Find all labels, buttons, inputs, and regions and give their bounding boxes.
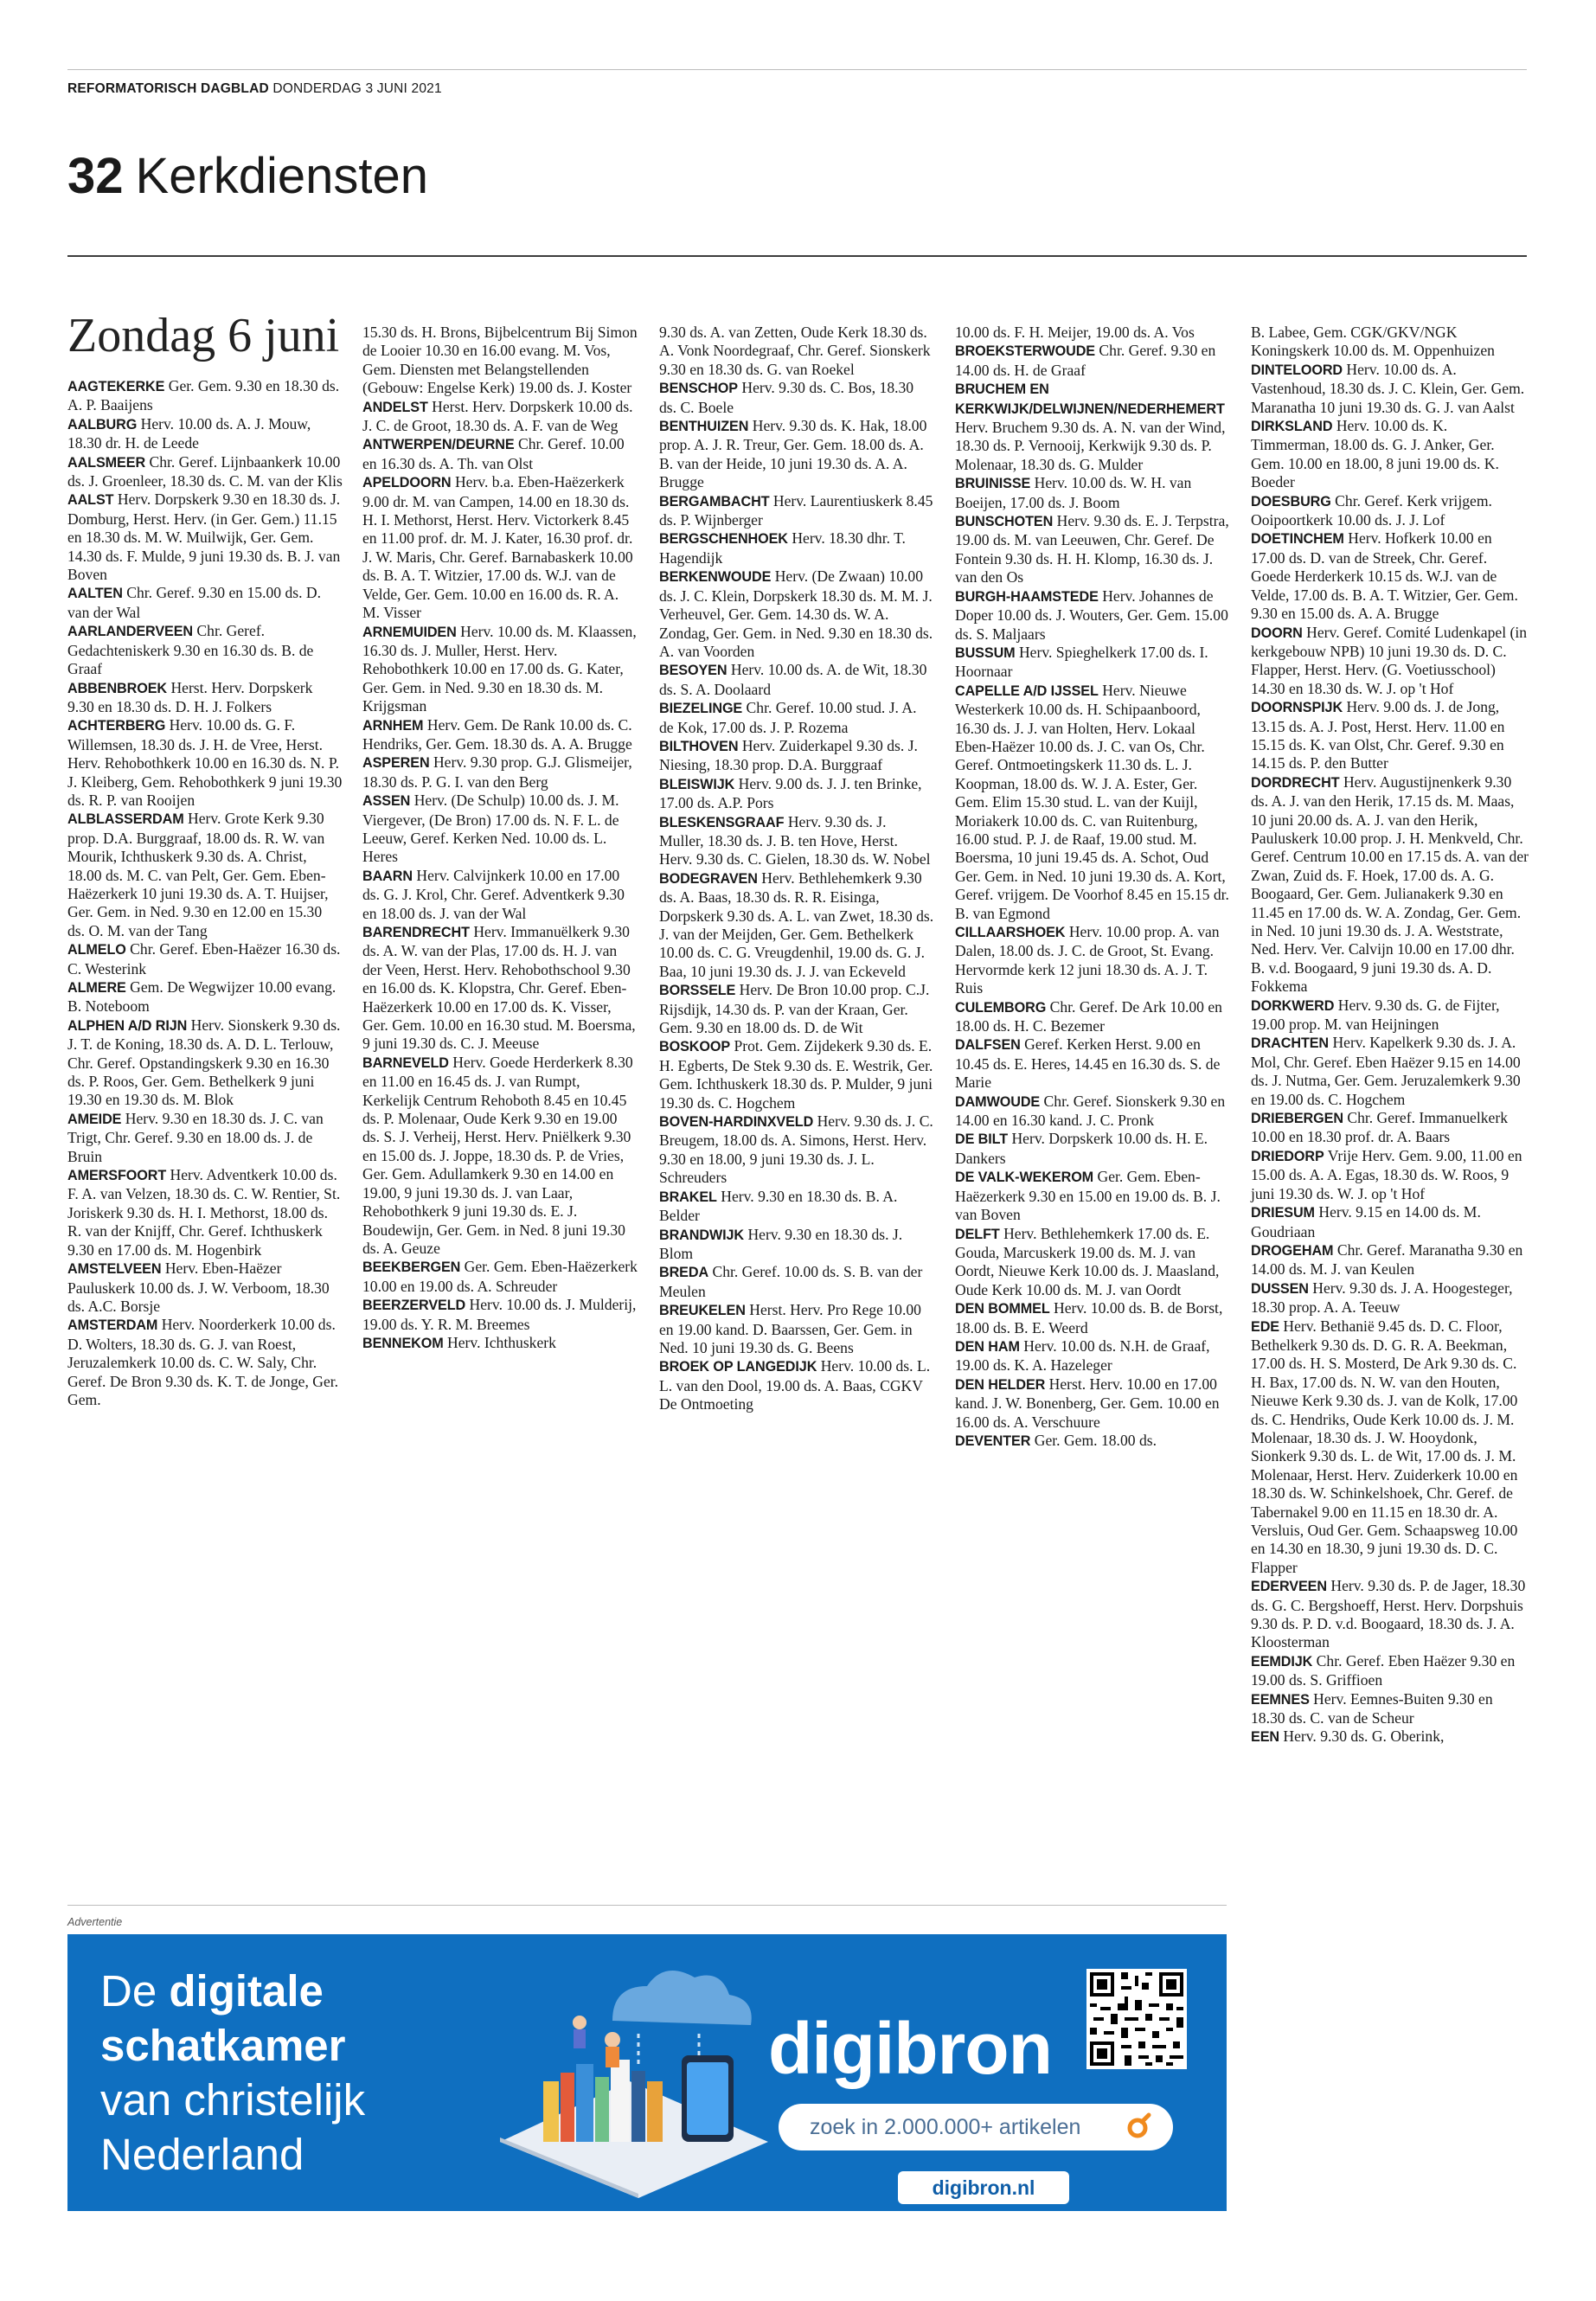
service-details: Herv. Eben-Haëzer Pauluskerk 10.00 ds. J. W. Verboom, 18.30 ds. A.C. Borsje [67,1259,330,1315]
place-name: EEN [1251,1729,1279,1746]
service-details: Herv. Immanuëlkerk 9.30 ds. A. W. van der Plas, 17.00 ds. H. J. van der Veen, Herst. Herv. Rehobothschool 9.30 en 16.00 ds. K. Klopstra, Chr. Geref. Eben-Haëzerkerk 10.00 en 17.00 ds. K. Visser, Ger. Gem. 10.00 en 16.30 stud. M. Boersma, 9 juni 19.30 ds. C. J. Meeuse [362,923,636,1053]
service-details: Herv. 10.00 ds. G. F. Willemsen, 18.30 ds. J. H. de Vree, Herst. Herv. Rehobothkerk 10.00 en 16.30 ds. N. P. J. Kleiberg, Gem. Rehobothkerk 9 juni 19.30 ds. R. P. van Rooijen [67,716,343,809]
service-details: Herv. 9.30 en 18.30 ds. J. C. van Trigt, Chr. Geref. 9.30 en 18.00 ds. J. de Bruin [67,1109,324,1165]
listing-entry [659,737,934,775]
listing-entry [955,923,1230,998]
service-details: Herv. Eemnes-Buiten 9.30 en 18.30 ds. C. van de Scheur [1251,1689,1493,1727]
service-details: Herv. Bethanië 9.45 ds. D. C. Floor, Bethelkerk 9.30 ds. D. G. R. A. Beekman, 17.00 ds. H. S. Mosterd, De Ark 9.30 ds. C. H. Bax, 17.00 ds. N. W. van den Houten, Nieuwe Kerk 9.30 ds. J. van de Kolk, 17.00 ds. C. Hendriks, Oude Kerk 10.00 ds. J. M. Molenaar, 18.30 ds. J. W. Hooydonk, Sionkerk 9.30 ds. L. de Wit, 17.00 ds. J. M. Molenaar, Herst. Herv. Zuiderkerk 10.00 en 18.30 ds. W. Schinkelshoek, Chr. Geref. de Tabernakel 9.00 en 11.15 en 18.30 dr. A. Versluis, Oud Ger. Gem. Schaapsweg 10.00 en 14.30 en 18.30, 9 juni 19.30 ds. D. C. Flapper [1251,1317,1518,1576]
place-name: DALFSEN [955,1037,1021,1054]
advertisement-banner[interactable] [67,1934,1227,2211]
service-details: Herv. Bruchem 9.30 ds. A. N. van der Wind, 18.30 ds. P. Vernooij, Kerkwijk 9.30 ds. P. Molenaar, 18.30 ds. G. Mulder [955,419,1226,473]
service-details: Herv. 10.00 ds. K. Timmerman, 18.00 ds. G. J. Anker, Ger. Gem. 10.00 en 18.00, 8 juni 19.00 ds. K. Boeder [1251,417,1499,491]
place-name: BRUCHEM EN KERKWIJK/DELWIJNEN/NEDERHEMERT [955,381,1225,417]
service-details: Chr. Geref. 9.30 en 14.00 ds. H. de Graaf [955,342,1216,379]
place-name: BUNSCHOTEN [955,514,1054,530]
listing-entry [1251,1147,1529,1203]
listing-entry [955,998,1230,1036]
listing-entry [659,379,934,417]
service-details: Herv. 10.00 ds. A. Vastenhoud, 18.30 ds. J. C. Klein, Ger. Gem. Maranatha 10 juni 19.30 ds. G. J. van Aalst [1251,360,1525,416]
service-details: Chr. Geref. 10.00 ds. S. B. van der Meulen [659,1263,923,1300]
place-name: ALPHEN A/D RIJN [67,1017,188,1034]
place-name: BARNEVELD [362,1054,449,1071]
listing-entry [362,1054,638,1258]
listing-entry [67,1259,343,1316]
running-head [67,81,442,97]
place-name: BROEK OP LANGEDIJK [659,1359,817,1375]
service-details: Herv. 9.30 ds. J. C. Breugem, 18.00 ds. A. Simons, Herst. Herv. 9.30 en 18.00, 9 juni 19.30 ds. J. L. Schreuders [659,1112,933,1187]
service-details: Herv. Grote Kerk 9.30 prop. D.A. Burggraaf, 18.00 ds. R. W. van Mourik, Ichthuskerk 9.30 ds. A. Christ, 18.00 ds. M. C. van Pelt, Ger. Gem. Eben-Haëzerkerk 10 juni 19.30 ds. A. T. Huijser, Ger. Gem. in Ned. 9.30 en 12.00 en 15.30 ds. O. M. van der Tang [67,810,329,939]
listing-entry [362,473,638,622]
ad-headline-line-4: Nederland [100,2130,304,2179]
service-details: Chr. Geref. 9.30 en 15.00 ds. D. van der Wal [67,584,322,621]
service-details: Herv. 10.00 ds. A. de Wit, 18.30 ds. S. A. Doolaard [659,661,927,698]
place-name: DRACHTEN [1251,1035,1330,1052]
service-details: Herst. Herv. 10.00 en 17.00 kand. J. W. Bonenberg, Ger. Gem. 10.00 en 16.00 ds. A. Verschuure [955,1375,1220,1431]
place-name: AALBURG [67,416,138,433]
listing-entry [659,1357,934,1413]
place-name: ASSEN [362,793,411,810]
listing-entry [955,1168,1230,1224]
service-details: Chr. Geref. 10.00 stud. J. A. de Kok, 17.00 ds. J. P. Rozema [659,699,917,736]
service-details: 15.30 ds. H. Brons, Bijbelcentrum Bij Simon de Looier 10.30 en 16.00 evang. M. Vos, Gem. Diensten met Belangstellenden (Gebouw: Engelse Kerk) 19.00 ds. J. Koster [362,324,638,397]
listing-entry [67,978,343,1016]
service-details: Herst. Herv. Pro Rege 10.00 en 19.00 kand. D. Baarssen, Ger. Gem. in Ned. 10 juni 19.30 ds. G. Beens [659,1301,921,1356]
listing-entry [955,1299,1230,1337]
service-details: Herv. Goede Herderkerk 8.30 en 11.00 en 16.45 ds. J. van Rumpt, Kerkelijk Centrum Rehoboth 8.45 en 10.45 ds. P. Molenaar, Oude Kerk 9.30 en 19.00 ds. S. J. Verheij, Herst. Herv. Pniëlkerk 9.30 en 15.00 ds. J. Joppe, 18.30 ds. P. de Vries, Ger. Gem. Adullamkerk 9.30 en 14.00 en 19.00, 9 juni 19.30 ds. J. van Laar, Rehobothkerk 9 juni 19.30 ds. E. J. Boudewijn, Ger. Gem. in Ned. 8 juni 19.30 ds. A. Geuze [362,1053,633,1257]
service-details: Herv. Ichthuskerk [447,1333,556,1351]
listing-entry [67,490,343,584]
ad-search-text: zoek in 2.000.000+ artikelen [810,2115,1081,2139]
service-details: Herv. 9.30 ds. C. Bos, 18.30 ds. C. Boele [659,379,914,416]
place-name: DRIEBERGEN [1251,1111,1343,1127]
ad-rule [67,1905,1227,1906]
service-details: Chr. Geref. De Ark 10.00 en 18.00 ds. H. C. Bezemer [955,997,1222,1035]
section-rule [67,255,1527,257]
listing-entry [659,1226,934,1264]
listing-entry [659,324,934,379]
listing-column-2 [362,324,638,1353]
service-details: Geref. Kerken Herst. 9.00 en 10.45 ds. E. Heres, 14.45 en 16.30 ds. S. de Marie [955,1035,1221,1092]
ad-headline-line-2: schatkamer [100,2021,346,2070]
place-name: BARENDRECHT [362,925,470,940]
service-details: Herv. 9.30 ds. G. de Fijter, 19.00 prop. M. van Heijningen [1251,996,1500,1034]
listing-entry [1251,529,1529,623]
listing-entry [659,492,934,530]
service-details: Herv. Laurentiuskerk 8.45 ds. P. Wijnberger [659,491,933,529]
listing-entry [659,1263,934,1301]
place-name: DE VALK-WEKEROM [955,1170,1094,1186]
listing-entry [1251,1034,1529,1109]
place-name: AMSTELVEEN [67,1261,162,1278]
service-details: Herv. Kapelkerk 9.30 ds. J. A. Mol, Chr. Geref. Eben Haëzer 9.15 en 14.00 ds. J. Nutma, Ger. Gem. Jeruzalemkerk 9.30 en 19.00 ds. C. Hogchem [1251,1034,1521,1108]
ad-search-box[interactable] [779,2104,1173,2150]
section-heading [67,145,428,208]
place-name: AARLANDERVEEN [67,624,194,640]
service-details: Herv. Johannes de Doper 10.00 ds. J. Wouters, Ger. Gem. 15.00 ds. S. Maljaars [955,586,1228,643]
listing-entry [1251,417,1529,492]
service-details: Herv. 18.30 dhr. T. Hagendijk [659,529,906,567]
listing-entry [1251,1577,1529,1652]
service-details: Herv. 10.00 prop. A. van Dalen, 18.00 ds. J. C. de Groot, St. Evang. Hervormde kerk 12 juni 18.30 ds. A. J. T. Ruis [955,923,1220,997]
place-name: BRAKEL [659,1189,717,1205]
service-details: Prot. Gem. Zijdekerk 9.30 ds. E. H. Egberts, De Stek 9.30 ds. E. Westrik, Ger. Gem. Ichthuskerk 18.30 ds. P. Mulder, 9 juni 19.30 ds. C. Hogchem [659,1037,933,1112]
place-name: AAGTEKERKE [67,379,165,394]
service-details: Herv. De Bron 10.00 prop. C.J. Rijsdijk, 14.30 ds. P. van der Kraan, Ger. Gem. 9.30 en 18.00 ds. D. de Wit [659,981,930,1037]
service-details: Chr. Geref. Gedachteniskerk 9.30 en 16.30 ds. B. de Graaf [67,622,314,678]
listing-entry [1251,1203,1529,1241]
place-name: DOETINCHEM [1251,531,1344,548]
place-name: BENTHUIZEN [659,419,749,435]
service-details: Herv. 9.30 prop. G.J. Glismeijer, 18.30 ds. P. G. I. van den Berg [362,753,632,791]
service-details: Herv. (De Zwaan) 10.00 ds. J. C. Klein, Dorpskerk 18.30 ds. M. M. J. Verheuvel, Ger. Gem. 14.30 ds. W. A. Zondag, Ger. Gem. in Ned. 9.30 en 18.30 ds. A. van Voorden [659,567,933,660]
service-details: Ger. Gem. Eben-Haëzerkerk 9.30 en 15.00 en 19.00 ds. B. J. van Boven [955,1168,1221,1224]
listing-entry [1251,361,1529,417]
service-details: B. Labee, Gem. CGK/GKV/NGK Koningskerk 10.00 ds. M. Oppenhuizen [1251,324,1495,360]
service-details: Herv. 10.00 ds. J. Mulderij, 19.00 ds. Y. R. M. Breemes [362,1296,637,1333]
place-name: DELFT [955,1226,1000,1242]
place-name: ALBLASSERDAM [67,811,184,828]
place-name: AALTEN [67,586,123,602]
service-details: Herv. Spieghelkerk 17.00 ds. I. Hoornaar [955,643,1208,681]
listing-entry [362,435,638,473]
service-details: Herv. Hofkerk 10.00 en 17.00 ds. D. van de Streek, Chr. Geref. Goede Herderkerk 10.15 ds. W.J. van de Velde, 17.00 ds. B. A. T. Witzier, Ger. Gem. 9.30 en 15.00 ds. A. A. Brugge [1251,529,1518,623]
service-details: Herv. 9.30 en 18.30 ds. J. Blom [659,1225,903,1262]
place-name: BOSKOOP [659,1039,731,1055]
ad-headline [100,1964,365,2182]
place-name: DORKWERD [1251,997,1335,1014]
listing-column-1 [67,377,343,1409]
ad-url-button[interactable]: digibron.nl [898,2171,1069,2204]
service-details: Gem. De Wegwijzer 10.00 evang. B. Noteboom [67,978,337,1016]
place-name: BEEKBERGEN [362,1259,461,1276]
service-details: Herv. 9.30 ds. E. J. Terpstra, 19.00 ds. M. van Leeuwen, Chr. Geref. De Fontein 9.30 ds. H. H. Klomp, 16.30 ds. J. van den Os [955,512,1229,586]
place-name: DINTELOORD [1251,362,1343,378]
place-name: BLESKENSGRAAF [659,814,785,830]
place-name: AMEIDE [67,1111,122,1127]
listing-entry [955,1035,1230,1092]
service-details: 10.00 ds. F. H. Meijer, 19.00 ds. A. Vos [955,324,1195,341]
ad-headline-line-1a: De [100,1966,170,2016]
place-name: AALST [67,492,114,509]
service-details: Herv. 9.30 en 18.30 ds. B. A. Belder [659,1187,898,1225]
listing-entry [1251,1317,1529,1578]
service-details: Ger. Gem. Eben-Haëzerkerk 10.00 en 19.00 ds. A. Schreuder [362,1258,638,1295]
listing-entry [362,1258,638,1296]
listing-entry [67,1110,343,1166]
service-details: Herv. 10.00 ds. L. L. van den Dool, 19.00 ds. A. Baas, CGKV De Ontmoeting [659,1357,931,1413]
library-illustration-icon [483,1960,777,2198]
qr-code-icon[interactable] [1086,1969,1187,2069]
service-details: Herv. (De Schulp) 10.00 ds. J. M. Viergever, (De Bron) 17.00 ds. N. F. L. de Leeuw, Geref. Kerken Ned. 10.00 ds. L. Heres [362,792,619,866]
listing-entry [955,1337,1230,1375]
service-details: Herv. Zuiderkapel 9.30 ds. J. Niesing, 18.30 prop. D.A. Burggraaf [659,736,918,774]
listing-entry [659,417,934,492]
place-name: BIEZELINGE [659,701,743,717]
listing-entry [955,1225,1230,1300]
place-name: DEN HELDER [955,1376,1046,1393]
search-icon[interactable] [1125,2112,1154,2142]
place-name: CILLAARSHOEK [955,925,1066,940]
place-name: DIRKSLAND [1251,419,1333,435]
day-title: Zondag 6 juni [67,309,340,362]
place-name: BORSSELE [659,983,736,999]
listing-entry [955,324,1230,342]
place-name: DEN HAM [955,1338,1020,1355]
listing-entry [1251,773,1529,997]
service-details: Herst. Herv. Dorpskerk 9.30 en 18.30 ds. D. H. J. Folkers [67,678,313,715]
service-details: Herv. 9.30 ds. G. Oberink, [1283,1727,1445,1746]
service-details: Herv. Augustijnenkerk 9.30 ds. A. J. van den Herik, 17.15 ds. M. Maas, 10 juni 20.00 ds. A. J. van den Herik, Pauluskerk 10.00 prop. J. H. Menkveld, Chr. Geref. Centrum 10.00 en 17.15 ds. A. van der Zwan, Zuid ds. F. Hoek, 17.00 ds. A. G. Boogaard, Ger. Gem. Julianakerk 9.30 en 11.45 en 17.00 ds. W. A. Zondag, Ger. Gem. in Ned. 10 juni 19.30 ds. J. A. Weststrate, Ned. Herv. Ver. Calvijn 10.00 en 17.00 dhr. B. v.d. Boogaard, 9 juni 19.30 ds. A. D. Fokkema [1251,772,1529,996]
service-details: Herv. Noorderkerk 10.00 ds. D. Wolters, 18.30 ds. G. J. van Roest, Jeruzalemkerk 10.00 ds. C. W. Saly, Chr. Geref. De Bron 9.30 ds. K. T. de Jonge, Ger. Gem. [67,1316,339,1408]
listing-entry [955,682,1230,923]
listing-entry [955,644,1230,682]
paper-name: REFORMATORISCH DAGBLAD [67,81,269,96]
page-number: 32 [67,148,124,204]
place-name: DORDRECHT [1251,774,1340,791]
listing-entry [1251,1727,1529,1747]
place-name: CAPELLE A/D IJSSEL [955,683,1099,699]
place-name: BROEKSTERWOUDE [955,343,1095,360]
listing-column-5 [1251,324,1529,1747]
listing-entry [67,1016,343,1110]
service-details: Herv. Adventkerk 10.00 ds. F. A. van Velzen, 18.30 ds. C. W. Rentier, St. Joriskerk 9.30 ds. H. I. Methorst, 18.00 ds. R. van der Knijff, Chr. Geref. Ichthuskerk 9.30 en 17.00 ds. M. Hogenbirk [67,1166,341,1259]
listing-entry [955,342,1230,380]
service-details: Herv. Nieuwe Westerkerk 10.00 ds. H. Schipaanboord, 16.30 ds. J. J. van Holten, Herv. Lokaal Eben-Haëzer 10.00 ds. J. C. van Os, Chr. Geref. Ontmoetingskerk 11.30 ds. L. J. Koopman, 18.00 ds. W. J. A. Ester, Ger. Gem. Elim 15.30 stud. L. van der Kuijl, Moriakerk 10.00 ds. C. van Ruitenburg, 16.00 stud. P. J. de Raaf, 19.00 stud. M. Boersma, 10 juni 19.45 ds. A. Schot, Oud Ger. Gem. in Ned. 10 juni 19.30 ds. A. Kort, Geref. vrijgem. De Voorhof 8.45 en 15.15 dr. B. van Egmond [955,681,1229,922]
listing-entry [362,398,638,436]
listing-entry [67,940,343,978]
service-details: Herv. 10.00 ds. B. de Borst, 18.00 ds. B. E. Weerd [955,1299,1223,1336]
place-name: AALSMEER [67,454,146,471]
place-name: BREUKELEN [659,1303,746,1319]
service-details: Chr. Geref. Eben-Haëzer 16.30 ds. C. Westerink [67,940,341,977]
ad-brand-logo: digibron [768,2008,1052,2089]
listing-entry [955,1093,1230,1131]
place-name: BILTHOVEN [659,738,739,754]
top-rule [67,69,1527,70]
listing-entry [1251,492,1529,530]
service-details: Herv. b.a. Eben-Haëzerkerk 9.00 dr. M. van Campen, 14.00 en 18.30 ds. H. I. Methorst, Herst. Herv. Victorkerk 8.45 en 11.00 prof. dr. M. J. Kater, 16.30 prof. dr. J. W. Maris, Chr. Geref. Barnabaskerk 10.00 ds. B. A. T. Witzier, 17.00 ds. W.J. van de Velde, Ger. Gem. 10.00 en 16.00 ds. R. A. M. Visser [362,473,633,622]
listing-entry [955,1432,1230,1451]
place-name: DOORN [1251,625,1303,641]
place-name: BUSSUM [955,644,1016,661]
place-name: ARNHEM [362,717,424,734]
place-name: BODEGRAVEN [659,870,758,887]
listing-entry [362,623,638,716]
service-details: Chr. Geref. Kerk vrijgem. Ooipoortkerk 10.00 ds. J. J. Lof [1251,491,1492,529]
service-details: Herv. Calvijnkerk 10.00 en 17.00 ds. G. J. Krol, Chr. Geref. Adventkerk 9.30 en 18.00 ds. J. van der Wal [362,866,625,922]
service-details: Chr. Geref. Sionskerk 9.30 en 14.00 en 16.30 kand. J. C. Pronk [955,1092,1226,1130]
service-details: Herv. 10.00 ds. M. Klaassen, 16.30 ds. J. Muller, Herst. Herv. Rehobothkerk 10.00 en 17.00 ds. G. Kater, Ger. Gem. in Ned. 9.30 en 18.30 ds. M. Krijgsman [362,622,637,715]
listing-entry [67,810,343,940]
listing-entry [1251,1241,1529,1279]
place-name: CULEMBORG [955,999,1047,1016]
place-name: BERKENWOUDE [659,569,772,586]
listing-entry [67,415,343,453]
place-name: ACHTERBERG [67,718,166,734]
service-details: Herv. 9.00 ds. J. J. ten Brinke, 17.00 ds. A.P. Pors [659,774,922,812]
listing-entry [659,1188,934,1226]
place-name: AMSTERDAM [67,1317,158,1334]
listing-entry [67,716,343,810]
place-name: EEMNES [1251,1691,1310,1708]
listing-entry [955,1130,1230,1168]
service-details: Chr. Geref. Maranatha 9.30 en 14.00 ds. M. J. van Keulen [1251,1240,1523,1279]
place-name: DROGEHAM [1251,1242,1334,1259]
listing-entry [659,699,934,737]
section-title: Kerkdiensten [135,148,429,204]
place-name: BAARN [362,868,413,884]
listing-entry [1251,624,1529,699]
listing-entry [362,1334,638,1353]
place-name: ASPEREN [362,755,430,772]
service-details: Herv. 9.30 ds. J. Muller, 18.30 ds. J. B. ten Hove, Herst. Herv. 9.30 ds. C. Gielen, 18.30 ds. W. Nobel [659,812,931,868]
place-name: ALMERE [67,980,126,996]
service-details: Herv. Dorpskerk 9.30 en 18.30 ds. J. Domburg, Herst. Herv. (in Ger. Gem.) 11.15 en 18.30 ds. M. W. Muilwijk, Ger. Gem. 14.30 ds. F. Mulde, 9 juni 19.30 ds. B. J. van Boven [67,490,341,584]
place-name: EEMDIJK [1251,1653,1313,1670]
service-details: Herv. 9.30 ds. J. A. Hoogesteger, 18.30 prop. A. A. Teeuw [1251,1279,1513,1317]
listing-entry [659,567,934,661]
service-details: Herv. 9.30 ds. K. Hak, 18.00 prop. A. J. R. Treur, Ger. Gem. 18.00 ds. A. B. van der Heide, 10 juni 19.30 ds. A. A. Brugge [659,417,927,491]
place-name: BEERZERVELD [362,1298,466,1314]
place-name: EDERVEEN [1251,1579,1327,1595]
listing-entry [67,679,343,717]
listing-entry [955,474,1230,512]
place-name: DOORNSPIJK [1251,700,1343,716]
service-details: Herv. 9.30 ds. P. de Jager, 18.30 ds. G. C. Bergshoeff, Herst. Herv. Dorpshuis 9.30 ds. P. D. v.d. Boogaard, 18.30 ds. J. A. Kloosterman [1251,1577,1526,1651]
ad-headline-line-3: van christelijk [100,2075,366,2125]
place-name: ANTWERPEN/DEURNE [362,437,515,453]
service-details: Chr. Geref. Immanuelkerk 10.00 en 18.30 prof. dr. A. Baars [1251,1109,1508,1146]
listing-entry [659,1112,934,1188]
service-details: Ger. Gem. 9.30 en 18.30 ds. A. P. Baaijens [67,377,340,414]
place-name: ARNEMUIDEN [362,624,457,640]
listing-entry [659,775,934,813]
listing-entry [955,587,1230,644]
listing-entry [362,792,638,867]
listing-entry [955,380,1230,474]
place-name: BLEISWIJK [659,776,735,792]
listing-entry [1251,324,1529,361]
place-name: EDE [1251,1318,1279,1335]
listing-entry [659,1301,934,1357]
place-name: DOESBURG [1251,493,1331,510]
service-details: Herv. Geref. Comité Ludenkapel (in kerkgebouw NPB) 10 juni 19.30 ds. D. C. Flapper, Herst. Herv. (G. Voetiusschool) 14.30 en 18.30 ds. W. J. op 't Hof [1251,623,1528,697]
listing-entry [1251,997,1529,1035]
place-name: DEN BOMMEL [955,1301,1050,1317]
place-name: ALMELO [67,942,126,958]
listing-column-3 [659,324,934,1414]
listing-entry [1251,1279,1529,1317]
listing-entry [362,753,638,792]
listing-entry [67,1316,343,1409]
ad-label: Advertentie [67,1916,123,1928]
place-name: DAMWOUDE [955,1093,1041,1110]
listing-entry [362,716,638,754]
service-details: 9.30 ds. A. van Zetten, Oude Kerk 18.30 ds. A. Vonk Noordegraaf, Chr. Geref. Sionskerk 9.30 en 18.30 ds. G. van Roekel [659,324,931,378]
place-name: BESOYEN [659,663,727,679]
service-details: Herv. 10.00 ds. W. H. van Boeijen, 17.00 ds. J. Boom [955,474,1192,511]
listing-entry [1251,1109,1529,1147]
listing-entry [67,622,343,678]
listing-entry [67,584,343,622]
place-name: ANDELST [362,399,428,415]
listing-entry [67,453,343,491]
listing-entry [1251,1652,1529,1690]
place-name: DUSSEN [1251,1280,1309,1297]
listing-entry [659,981,934,1037]
listing-entry [362,1296,638,1334]
service-details: Herv. 9.00 ds. J. de Jong, 13.15 ds. A. J. Post, Herst. Herv. 11.00 en 15.15 ds. K. van Olst, Chr. Geref. 9.30 en 14.15 ds. P. den Butter [1251,698,1505,772]
service-details: Herst. Herv. Dorpskerk 10.00 ds. J. C. de Groot, 18.30 ds. A. F. van de Weg [362,397,633,435]
place-name: BRANDWIJK [659,1227,745,1243]
service-details: Chr. Geref. 10.00 en 16.30 ds. A. Th. van Olst [362,435,625,472]
listing-entry [659,1037,934,1112]
service-details: Herv. 10.00 ds. N.H. de Graaf, 19.00 ds. K. A. Hazeleger [955,1336,1210,1375]
listing-entry [955,512,1230,587]
place-name: BREDA [659,1265,709,1281]
service-details: Herv. Bethlehemkerk 17.00 ds. E. Gouda, Marcuskerk 19.00 ds. M. J. van Oordt, Nieuwe Kerk 10.00 ds. J. Maasland, Oude Kerk 10.00 ds. M. J. van Oordt [955,1224,1220,1298]
place-name: BERGSCHENHOEK [659,531,788,548]
place-name: APELDOORN [362,475,452,491]
listing-entry [1251,698,1529,773]
listing-entry [659,813,934,869]
service-details: Herv. 9.15 en 14.00 ds. M. Goudriaan [1251,1203,1481,1240]
place-name: ABBENBROEK [67,680,168,696]
service-details: Herv. Bethlehemkerk 9.30 ds. A. Baas, 18.30 ds. R. R. Eisinga, Dorpskerk 9.30 ds. A. L. van Zwet, 18.30 ds. J. van der Meijden, Ger. Gem. Bethelkerk 10.00 ds. C. G. Vreugdenhil, 19.00 ds. G. J. Baa, 10 juni 19.30 ds. J. J. van Eckeveld [659,868,934,980]
service-details: Herv. Sionskerk 9.30 ds. J. T. de Koning, 18.30 ds. A. D. L. Terlouw, Chr. Geref. Opstandingskerk 9.30 en 16.30 ds. P. Roos, Ger. Gem. Bethelkerk 9 juni 19.30 en 19.30 ds. M. Blok [67,1016,341,1109]
listing-entry [67,1166,343,1259]
place-name: BURGH-HAAMSTEDE [955,588,1099,605]
place-name: DRIESUM [1251,1205,1315,1221]
service-details: Herv. 10.00 ds. A. J. Mouw, 18.30 dr. H. de Leede [67,414,311,452]
ad-headline-line-1b: digitale [169,1966,324,2016]
listing-entry [362,867,638,923]
place-name: DRIEDORP [1251,1148,1324,1164]
place-name: BERGAMBACHT [659,493,770,510]
place-name: BOVEN-HARDINXVELD [659,1114,814,1131]
service-details: Chr. Geref. Eben Haëzer 9.30 en 19.00 ds. S. Griffioen [1251,1651,1516,1689]
listing-entry [659,529,934,567]
place-name: BENSCHOP [659,381,738,397]
listing-column-4 [955,324,1230,1451]
listing-entry [659,869,934,981]
listing-entry [362,923,638,1054]
place-name: BENNEKOM [362,1335,444,1351]
listing-entry [362,324,638,398]
listing-entry [67,377,343,415]
place-name: AMERSFOORT [67,1168,167,1184]
place-name: DE BILT [955,1131,1009,1148]
service-details: Herv. Dorpskerk 10.00 ds. H. E. Dankers [955,1130,1208,1167]
service-details: Ger. Gem. 18.00 ds. [1034,1431,1157,1449]
listing-entry [659,661,934,699]
service-details: Chr. Geref. Lijnbaankerk 10.00 ds. J. Groenleer, 18.30 ds. C. M. van der Klis [67,452,343,490]
listing-entry [1251,1690,1529,1728]
place-name: BRUINISSE [955,476,1031,492]
service-details: Vrije Herv. Gem. 9.00, 11.00 en 15.00 ds. A. A. Egas, 18.30 ds. W. Roos, 9 juni 19.30 ds. W. J. op 't Hof [1251,1146,1522,1202]
paper-date: DONDERDAG 3 JUNI 2021 [272,81,442,96]
service-details: Herv. Gem. De Rank 10.00 ds. C. Hendriks, Ger. Gem. 18.30 ds. A. A. Brugge [362,715,632,753]
listing-entry [955,1375,1230,1432]
place-name: DEVENTER [955,1433,1031,1449]
